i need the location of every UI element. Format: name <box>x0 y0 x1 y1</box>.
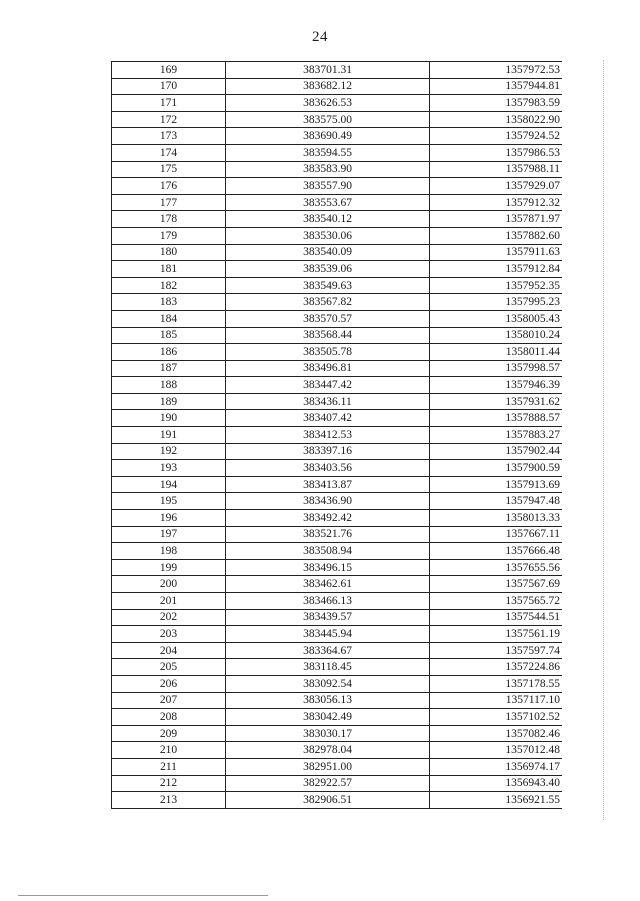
table-row <box>112 593 563 610</box>
x-coordinate-cell: 383496.15 <box>226 559 430 576</box>
point-number-cell: 174 <box>112 144 226 161</box>
y-coordinate-cell: 1357883.27 <box>430 427 563 444</box>
table-row <box>112 211 563 228</box>
y-coordinate-cell: 1357947.48 <box>430 493 563 510</box>
table-row <box>112 360 563 377</box>
table-row <box>112 559 563 576</box>
point-number-cell: 190 <box>112 410 226 427</box>
x-coordinate-cell: 383492.42 <box>226 510 430 527</box>
y-coordinate-cell: 1358005.43 <box>430 310 563 327</box>
point-number-cell: 200 <box>112 576 226 593</box>
table-row <box>112 493 563 510</box>
point-number-cell: 202 <box>112 609 226 626</box>
y-coordinate-cell: 1356943.40 <box>430 775 563 792</box>
point-number-cell: 175 <box>112 161 226 178</box>
point-number-cell: 183 <box>112 294 226 311</box>
y-coordinate-cell: 1357983.59 <box>430 95 563 112</box>
x-coordinate-cell: 383540.09 <box>226 244 430 261</box>
x-coordinate-cell: 383567.82 <box>226 294 430 311</box>
table-row <box>112 642 563 659</box>
table-row <box>112 194 563 211</box>
x-coordinate-cell: 383568.44 <box>226 327 430 344</box>
table-row <box>112 277 563 294</box>
table-row <box>112 709 563 726</box>
point-number-cell: 194 <box>112 476 226 493</box>
y-coordinate-cell: 1357995.23 <box>430 294 563 311</box>
y-coordinate-cell: 1357946.39 <box>430 377 563 394</box>
point-number-cell: 204 <box>112 642 226 659</box>
table-row <box>112 476 563 493</box>
y-coordinate-cell: 1358010.24 <box>430 327 563 344</box>
table-row <box>112 510 563 527</box>
point-number-cell: 211 <box>112 758 226 775</box>
table-row <box>112 427 563 444</box>
x-coordinate-cell: 383412.53 <box>226 427 430 444</box>
y-coordinate-cell: 1357912.84 <box>430 261 563 278</box>
point-number-cell: 192 <box>112 443 226 460</box>
point-number-cell: 213 <box>112 792 226 809</box>
table-row <box>112 393 563 410</box>
point-number-cell: 210 <box>112 742 226 759</box>
point-number-cell: 170 <box>112 78 226 95</box>
point-number-cell: 184 <box>112 310 226 327</box>
x-coordinate-cell: 383583.90 <box>226 161 430 178</box>
x-coordinate-cell: 383530.06 <box>226 227 430 244</box>
point-number-cell: 197 <box>112 526 226 543</box>
point-number-cell: 212 <box>112 775 226 792</box>
y-coordinate-cell: 1356974.17 <box>430 758 563 775</box>
point-number-cell: 173 <box>112 128 226 145</box>
table-row <box>112 692 563 709</box>
table-row <box>112 344 563 361</box>
y-coordinate-cell: 1357911.63 <box>430 244 563 261</box>
table-row <box>112 144 563 161</box>
x-coordinate-cell: 383462.61 <box>226 576 430 593</box>
y-coordinate-cell: 1357888.57 <box>430 410 563 427</box>
point-number-cell: 199 <box>112 559 226 576</box>
point-number-cell: 206 <box>112 675 226 692</box>
point-number-cell: 172 <box>112 111 226 128</box>
x-coordinate-cell: 383570.57 <box>226 310 430 327</box>
point-number-cell: 187 <box>112 360 226 377</box>
table-row <box>112 775 563 792</box>
table-row <box>112 742 563 759</box>
y-coordinate-cell: 1357931.62 <box>430 393 563 410</box>
x-coordinate-cell: 383690.49 <box>226 128 430 145</box>
point-number-cell: 207 <box>112 692 226 709</box>
y-coordinate-cell: 1357924.52 <box>430 128 563 145</box>
table-row <box>112 261 563 278</box>
scan-edge-dots <box>603 60 604 820</box>
y-coordinate-cell: 1357178.55 <box>430 675 563 692</box>
x-coordinate-cell: 383682.12 <box>226 78 430 95</box>
y-coordinate-cell: 1357544.51 <box>430 609 563 626</box>
x-coordinate-cell: 383557.90 <box>226 178 430 195</box>
x-coordinate-cell: 382951.00 <box>226 758 430 775</box>
x-coordinate-cell: 383436.90 <box>226 493 430 510</box>
x-coordinate-cell: 383413.87 <box>226 476 430 493</box>
y-coordinate-cell: 1357012.48 <box>430 742 563 759</box>
table-row <box>112 294 563 311</box>
y-coordinate-cell: 1357944.81 <box>430 78 563 95</box>
x-coordinate-cell: 383539.06 <box>226 261 430 278</box>
y-coordinate-cell: 1357929.07 <box>430 178 563 195</box>
x-coordinate-cell: 383505.78 <box>226 344 430 361</box>
x-coordinate-cell: 383540.12 <box>226 211 430 228</box>
point-number-cell: 203 <box>112 626 226 643</box>
y-coordinate-cell: 1357913.69 <box>430 476 563 493</box>
x-coordinate-cell: 383447.42 <box>226 377 430 394</box>
y-coordinate-cell: 1357912.32 <box>430 194 563 211</box>
table-row <box>112 543 563 560</box>
y-coordinate-cell: 1357561.19 <box>430 626 563 643</box>
point-number-cell: 191 <box>112 427 226 444</box>
table-row <box>112 128 563 145</box>
x-coordinate-cell: 382906.51 <box>226 792 430 809</box>
table-row <box>112 62 563 79</box>
y-coordinate-cell: 1358013.33 <box>430 510 563 527</box>
table-row <box>112 725 563 742</box>
y-coordinate-cell: 1357567.69 <box>430 576 563 593</box>
point-number-cell: 176 <box>112 178 226 195</box>
x-coordinate-cell: 383436.11 <box>226 393 430 410</box>
y-coordinate-cell: 1357986.53 <box>430 144 563 161</box>
table-row <box>112 227 563 244</box>
table-row <box>112 526 563 543</box>
table-body <box>112 62 563 809</box>
table-row <box>112 443 563 460</box>
x-coordinate-cell: 382978.04 <box>226 742 430 759</box>
point-number-cell: 186 <box>112 344 226 361</box>
table-row <box>112 178 563 195</box>
y-coordinate-cell: 1356921.55 <box>430 792 563 809</box>
table-row <box>112 675 563 692</box>
table-row <box>112 327 563 344</box>
x-coordinate-cell: 383092.54 <box>226 675 430 692</box>
x-coordinate-cell: 383553.67 <box>226 194 430 211</box>
y-coordinate-cell: 1357667.11 <box>430 526 563 543</box>
bottom-rule <box>18 895 268 896</box>
table-row <box>112 792 563 809</box>
y-coordinate-cell: 1357082.46 <box>430 725 563 742</box>
x-coordinate-cell: 383575.00 <box>226 111 430 128</box>
x-coordinate-cell: 383521.76 <box>226 526 430 543</box>
point-number-cell: 189 <box>112 393 226 410</box>
x-coordinate-cell: 383701.31 <box>226 62 430 79</box>
x-coordinate-cell: 383397.16 <box>226 443 430 460</box>
x-coordinate-cell: 383030.17 <box>226 725 430 742</box>
table-row <box>112 377 563 394</box>
x-coordinate-cell: 383403.56 <box>226 460 430 477</box>
point-number-cell: 193 <box>112 460 226 477</box>
point-number-cell: 208 <box>112 709 226 726</box>
x-coordinate-cell: 383626.53 <box>226 95 430 112</box>
point-number-cell: 169 <box>112 62 226 79</box>
x-coordinate-cell: 382922.57 <box>226 775 430 792</box>
y-coordinate-cell: 1357952.35 <box>430 277 563 294</box>
y-coordinate-cell: 1357988.11 <box>430 161 563 178</box>
page-number: 24 <box>312 29 328 45</box>
y-coordinate-cell: 1357666.48 <box>430 543 563 560</box>
table-row <box>112 410 563 427</box>
y-coordinate-cell: 1357972.53 <box>430 62 563 79</box>
point-number-cell: 195 <box>112 493 226 510</box>
point-number-cell: 188 <box>112 377 226 394</box>
y-coordinate-cell: 1357117.10 <box>430 692 563 709</box>
y-coordinate-cell: 1357900.59 <box>430 460 563 477</box>
table-row <box>112 626 563 643</box>
table-row <box>112 111 563 128</box>
x-coordinate-cell: 383118.45 <box>226 659 430 676</box>
y-coordinate-cell: 1357902.44 <box>430 443 563 460</box>
x-coordinate-cell: 383594.55 <box>226 144 430 161</box>
table-row <box>112 609 563 626</box>
point-number-cell: 205 <box>112 659 226 676</box>
y-coordinate-cell: 1357565.72 <box>430 593 563 610</box>
y-coordinate-cell: 1357224.86 <box>430 659 563 676</box>
y-coordinate-cell: 1357102.52 <box>430 709 563 726</box>
table-row <box>112 244 563 261</box>
table-row <box>112 758 563 775</box>
point-number-cell: 180 <box>112 244 226 261</box>
table-row <box>112 460 563 477</box>
y-coordinate-cell: 1358022.90 <box>430 111 563 128</box>
x-coordinate-cell: 383407.42 <box>226 410 430 427</box>
x-coordinate-cell: 383466.13 <box>226 593 430 610</box>
y-coordinate-cell: 1357655.56 <box>430 559 563 576</box>
y-coordinate-cell: 1357882.60 <box>430 227 563 244</box>
x-coordinate-cell: 383445.94 <box>226 626 430 643</box>
table-row <box>112 659 563 676</box>
point-number-cell: 185 <box>112 327 226 344</box>
coordinates-table <box>111 61 562 809</box>
x-coordinate-cell: 383439.57 <box>226 609 430 626</box>
point-number-cell: 201 <box>112 593 226 610</box>
x-coordinate-cell: 383042.49 <box>226 709 430 726</box>
point-number-cell: 181 <box>112 261 226 278</box>
point-number-cell: 182 <box>112 277 226 294</box>
point-number-cell: 209 <box>112 725 226 742</box>
point-number-cell: 198 <box>112 543 226 560</box>
table-row <box>112 161 563 178</box>
point-number-cell: 177 <box>112 194 226 211</box>
table-row <box>112 310 563 327</box>
point-number-cell: 171 <box>112 95 226 112</box>
y-coordinate-cell: 1357597.74 <box>430 642 563 659</box>
x-coordinate-cell: 383496.81 <box>226 360 430 377</box>
point-number-cell: 196 <box>112 510 226 527</box>
x-coordinate-cell: 383056.13 <box>226 692 430 709</box>
point-number-cell: 179 <box>112 227 226 244</box>
point-number-cell: 178 <box>112 211 226 228</box>
x-coordinate-cell: 383549.63 <box>226 277 430 294</box>
y-coordinate-cell: 1358011.44 <box>430 344 563 361</box>
y-coordinate-cell: 1357998.57 <box>430 360 563 377</box>
table-row <box>112 95 563 112</box>
y-coordinate-cell: 1357871.97 <box>430 211 563 228</box>
table-row <box>112 576 563 593</box>
x-coordinate-cell: 383364.67 <box>226 642 430 659</box>
table-row <box>112 78 563 95</box>
x-coordinate-cell: 383508.94 <box>226 543 430 560</box>
